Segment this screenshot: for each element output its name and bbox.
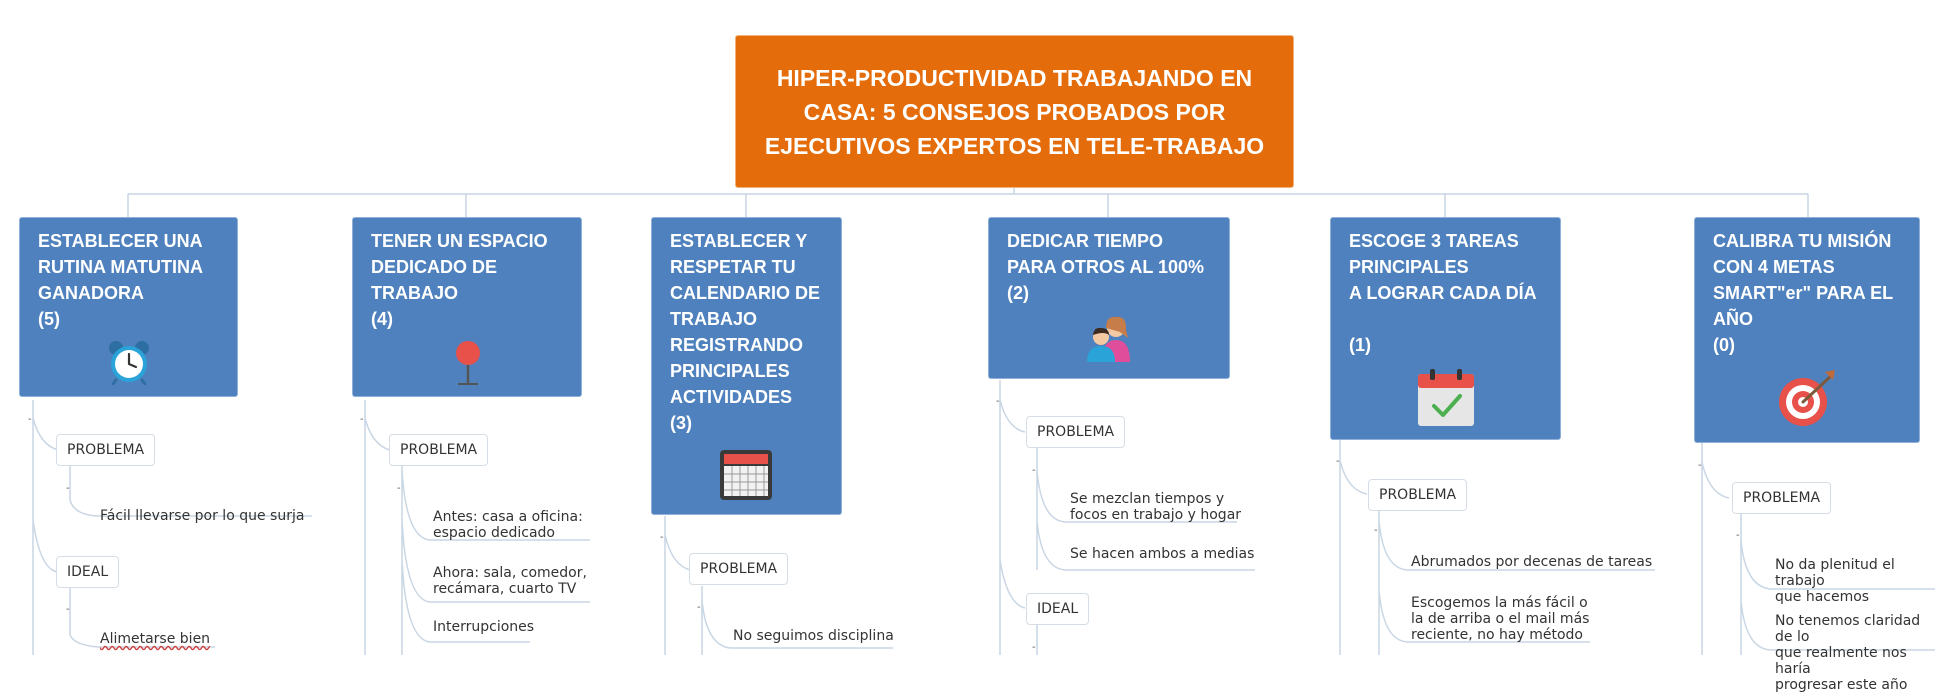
problema-label[interactable]: PROBLEMA <box>689 553 788 585</box>
branch-title: ESTABLECER Y RESPETAR TU CALENDARIO DE TRABAJO REGISTRANDO PRINCIPALES ACTIVIDADES (3) <box>670 231 821 433</box>
leaf-item[interactable]: Se hacen ambos a medias <box>1070 546 1255 562</box>
calendar-grid-icon <box>718 448 774 502</box>
people-icon <box>1084 316 1134 364</box>
svg-text:-: - <box>66 604 70 615</box>
alarm-clock-icon <box>106 339 152 385</box>
leaf-item[interactable]: Ahora: sala, comedor, recámara, cuarto TV <box>433 565 587 597</box>
svg-text:-: - <box>1032 642 1036 653</box>
central-topic-title: HIPER-PRODUCTIVIDAD TRABAJANDO EN CASA: 5 CONSEJOS PROBADOS POR EJECUTIVOS EXPERTOS EN TELE-TRABAJO <box>764 64 1265 159</box>
leaf-item[interactable]: No da plenitud el trabajo que hacemos <box>1775 557 1895 605</box>
branch-title: ESTABLECER UNA RUTINA MATUTINA GANADORA (5) <box>38 231 203 329</box>
branch-title: ESCOGE 3 TAREAS PRINCIPALES A LOGRAR CADA DÍA (1) <box>1349 231 1537 355</box>
leaf-item[interactable]: Interrupciones <box>433 619 535 635</box>
leaf-item[interactable]: No tenemos claridad de lo que realmente nos haría progresar este año <box>1775 613 1921 693</box>
leaf-item[interactable]: No seguimos disciplina <box>733 628 894 644</box>
svg-text:-: - <box>1336 456 1340 467</box>
problema-label[interactable]: PROBLEMA <box>56 434 155 466</box>
target-icon <box>1775 368 1841 428</box>
branch-mision-metas[interactable] <box>1694 217 1920 443</box>
svg-text:-: - <box>1698 460 1702 471</box>
branch-title: DEDICAR TIEMPO PARA OTROS AL 100% (2) <box>1007 231 1205 303</box>
svg-text:-: - <box>1736 530 1740 541</box>
svg-text:-: - <box>660 532 664 543</box>
svg-text:-: - <box>697 602 701 613</box>
pushpin-icon <box>448 340 488 386</box>
problema-label[interactable]: PROBLEMA <box>1368 479 1467 511</box>
calendar-check-icon <box>1416 368 1476 428</box>
branch-calendario[interactable] <box>651 217 842 515</box>
svg-text:-: - <box>66 483 70 494</box>
leaf-item[interactable]: Escogemos la más fácil o la de arriba o el mail más reciente, no hay método <box>1411 595 1590 643</box>
svg-text:-: - <box>1374 525 1378 536</box>
svg-text:-: - <box>996 396 1000 407</box>
branch-title: CALIBRA TU MISIÓN CON 4 METAS SMART"er" PARA EL AÑO (0) <box>1713 231 1894 355</box>
central-topic[interactable] <box>735 35 1294 188</box>
problema-label[interactable]: PROBLEMA <box>1026 416 1125 448</box>
ideal-label[interactable]: IDEAL <box>56 556 119 588</box>
svg-text:-: - <box>397 483 401 494</box>
branch-espacio-trabajo[interactable] <box>352 217 582 397</box>
leaf-item[interactable]: Alimetarse bien <box>100 631 211 647</box>
problema-label[interactable]: PROBLEMA <box>1732 482 1831 514</box>
branch-tiempo-otros[interactable] <box>988 217 1230 379</box>
svg-text:-: - <box>1032 465 1036 476</box>
leaf-item[interactable]: Fácil llevarse por lo que surja <box>100 508 305 524</box>
leaf-item[interactable]: Abrumados por decenas de tareas <box>1411 554 1653 570</box>
branch-tres-tareas[interactable] <box>1330 217 1561 440</box>
leaf-item[interactable]: Antes: casa a oficina: espacio dedicado <box>433 509 583 541</box>
branch-title: TENER UN ESPACIO DEDICADO DE TRABAJO (4) <box>371 231 548 329</box>
ideal-label[interactable]: IDEAL <box>1026 593 1089 625</box>
svg-text:-: - <box>28 414 32 425</box>
svg-text:-: - <box>360 414 364 425</box>
leaf-item[interactable]: Se mezclan tiempos y focos en trabajo y hogar <box>1070 491 1242 523</box>
problema-label[interactable]: PROBLEMA <box>389 434 488 466</box>
branch-rutina-matutina[interactable] <box>19 217 238 397</box>
